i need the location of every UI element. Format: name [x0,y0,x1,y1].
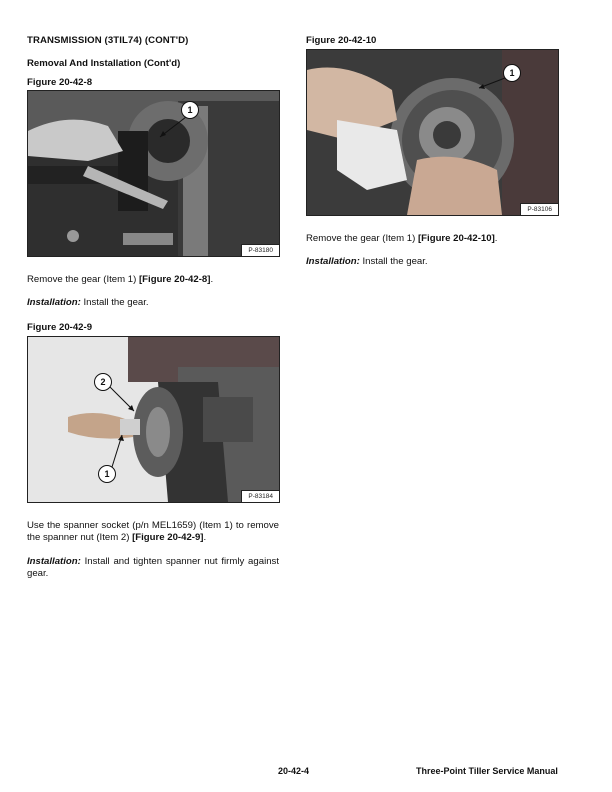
figure-10-install-text: Install the gear. [359,256,428,267]
figure-10-text-end: . [494,233,498,244]
figure-8-text-end: . [210,274,214,285]
figure-8-install-label: Installation: [27,297,81,308]
figure-9-text-end: . [203,532,207,544]
figure-9-ref: [Figure 20-42-9] [132,532,204,544]
figure-9-installation [27,556,279,580]
figure-9-install-label: Installation: [27,556,81,567]
figure-8-photo [27,90,280,257]
figure-9-install-text: Install and tighten spanner nut firmly against gear. [27,556,279,580]
figure-8-instruction [27,274,279,286]
figure-10-text: Remove the gear (Item 1) [306,233,418,244]
figure-10-code: P-83106 [520,203,558,215]
figure-10-installation [306,256,558,268]
figure-10-instruction [306,233,558,245]
figure-8-ref: [Figure 20-42-8] [138,274,211,285]
figure-8-leader-line [28,91,279,256]
figure-9-label: Figure 20-42-9 [27,322,93,333]
section-title: TRANSMISSION (3TIL74) (CONT'D) [27,35,189,46]
figure-10-install-label: Installation: [306,256,360,267]
page-number: 20-42-4 [278,766,310,776]
figure-9-text: Use the spanner socket (p/n MEL1659) (Item 1) to remove the spanner nut (Item 2) [27,520,279,544]
figure-8-installation [27,297,279,309]
figure-8-install-text: Install the gear. [80,297,149,308]
figure-10-leader-line [307,50,558,215]
figure-9-instruction [27,520,279,544]
figure-10-label: Figure 20-42-10 [306,35,377,46]
figure-9-leader-lines [28,337,279,502]
figure-8-text: Remove the gear (Item 1) [27,274,139,285]
figure-8-label: Figure 20-42-8 [27,77,93,88]
figure-9-callout-2: 2 [94,373,112,391]
figure-8-code: P-83180 [241,244,279,256]
figure-8-callout-1: 1 [181,101,199,119]
figure-10-photo [306,49,559,216]
figure-10-callout-1: 1 [503,64,521,82]
figure-9-code: P-83184 [241,490,279,502]
figure-10-ref: [Figure 20-42-10] [417,233,495,244]
figure-9-photo [27,336,280,503]
figure-9-callout-1: 1 [98,465,116,483]
manual-title: Three-Point Tiller Service Manual [416,766,558,776]
section-subtitle: Removal And Installation (Cont'd) [27,58,181,69]
